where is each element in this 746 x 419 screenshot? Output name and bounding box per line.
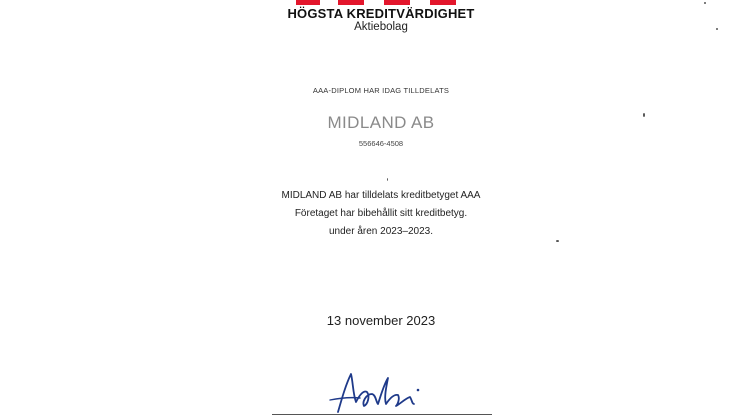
logo-bar-1 xyxy=(296,0,320,5)
brand-title: HÖGSTA KREDITVÄRDIGHET xyxy=(287,6,475,21)
scan-speck xyxy=(387,178,388,181)
scan-speck xyxy=(704,2,706,4)
scan-speck xyxy=(643,113,645,117)
logo-bar-2 xyxy=(338,0,364,5)
signature-icon xyxy=(320,368,430,414)
brand-subtitle: Aktiebolag xyxy=(354,21,408,33)
statement-line-2: Företaget har bibehållit sitt kreditbetyg. xyxy=(294,208,468,219)
diploma-heading: AAA-DIPLOM HAR IDAG TILLDELATS xyxy=(312,86,450,95)
statement-line-1: MIDLAND AB har tilldelats kreditbetyget AAA xyxy=(281,190,481,201)
logo-bar-4 xyxy=(430,0,456,5)
org-number: 556646-4508 xyxy=(358,139,404,148)
logo-bar-3 xyxy=(384,0,410,5)
company-name: MIDLAND AB xyxy=(327,113,435,132)
scan-speck xyxy=(556,240,559,242)
scan-speck xyxy=(716,28,718,30)
signature-line xyxy=(272,414,492,415)
issue-date: 13 november 2023 xyxy=(326,313,436,328)
statement-line-3: under åren 2023–2023. xyxy=(329,226,433,237)
